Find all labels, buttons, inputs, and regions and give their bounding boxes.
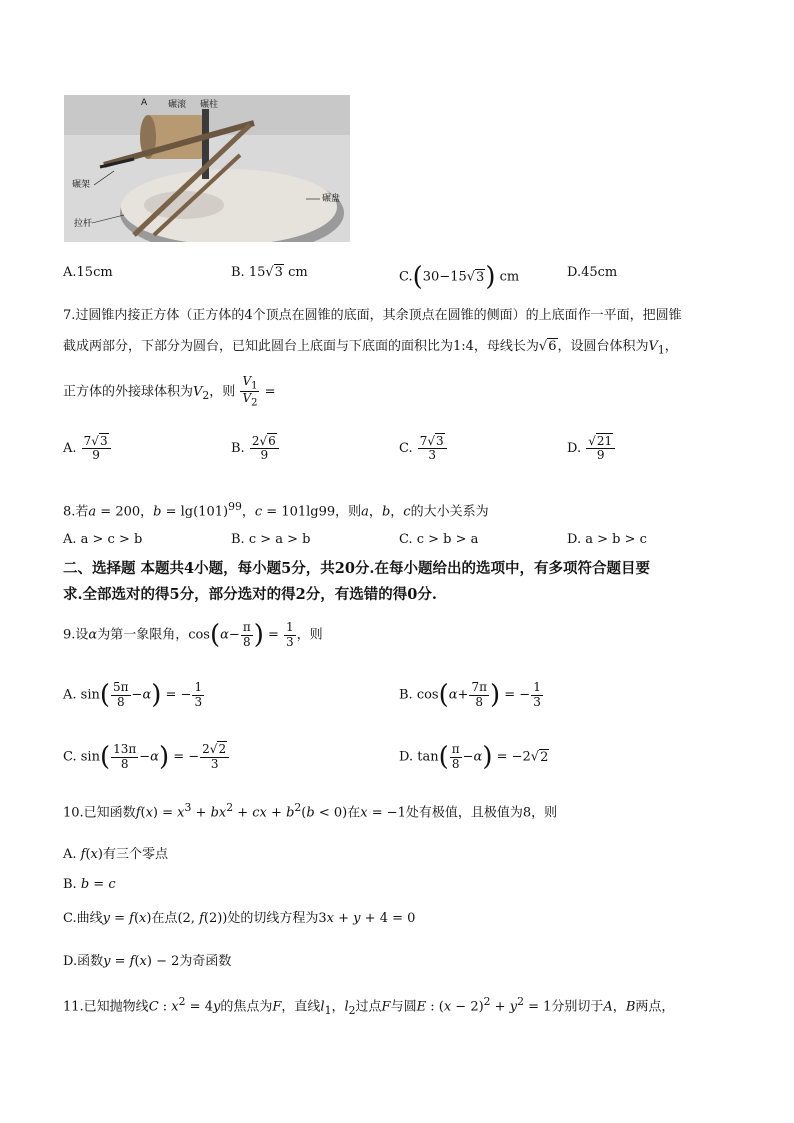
q9-stem: 9.设α为第一象限角，cos(α− $\frac{\pi}{8}$ ) = $\frac{1}{3}$ ，则: [63, 620, 323, 650]
q7-option-d: D. $\frac{√21}{9}$: [567, 435, 616, 462]
q9-option-c: C. sin( $\frac{13\pi}{8}$ −α) = − $\frac{2√2}{3}$: [63, 742, 230, 772]
q10-stem: 10.已知函数$f(x) = x^3 + bx^2$ + cx + $b^2(b < 0)$在x = −1处有极值，且极值为8，则: [63, 801, 558, 821]
q6-option-d: D.45cm: [567, 265, 618, 280]
q10-option-a: A. f(x)有三个零点: [63, 847, 168, 862]
stone-roller-figure: [64, 95, 350, 242]
label-column: 碾柱: [200, 100, 219, 110]
q10-option-d: D.函数y = f(x) − 2为奇函数: [63, 954, 232, 969]
label-roller: 碾滚: [168, 100, 187, 110]
section2-heading-line2: 求.全部选对的得5分，部分选对的得2分，有选错的得0分.: [63, 586, 437, 603]
q9-option-b: B. cos(α+ $\frac{7\pi}{8}$ ) = − $\frac{1}{3}$: [399, 680, 541, 710]
q8-option-c: C. c > b > a: [399, 532, 479, 547]
q10-option-c: C.曲线y = f(x)在点(2, f(2))处的切线方程为3x + y + 4 = 0: [63, 911, 416, 926]
q8-option-b: B. c > a > b: [231, 532, 311, 547]
section2-heading-line1: 二、选择题 本题共4小题，每小题5分，共20分.在每小题给出的选项中，有多项符合题目要: [63, 560, 650, 577]
q9-option-a: A. sin( $\frac{5\pi}{8}$ −α) = − $\frac{1}{3}$: [63, 680, 203, 710]
label-pull-rod: 拉杆: [74, 219, 93, 229]
q10-option-b: B. b = c: [63, 877, 116, 892]
q7-line3: 正方体的外接球体积为$V_2$，则 $\frac{V_1}{V_2}$ =: [63, 374, 276, 409]
q6-option-a: A.15cm: [63, 265, 113, 280]
q7-line2: 截成两部分，下部分为圆台，已知此圆台上底面与下底面的面积比为1:4，母线长为√6，设圆台体积为$V_1$，: [63, 339, 678, 357]
label-millstone: 碾盘: [322, 194, 341, 204]
q9-option-d: D. tan( $\frac{\pi}{8}$ −α) = −2√2: [399, 742, 549, 772]
q7-line1: 7.过圆锥内接正方体（正方体的4个顶点在圆锥的底面，其余顶点在圆锥的侧面）的上底面作一平面，把圆锥: [63, 308, 682, 323]
q8-option-a: A. a > c > b: [63, 532, 143, 547]
q7-option-a: A. $\frac{7√3}{9}$: [63, 435, 112, 462]
q8-stem: 8.若a = 200，$b = \lg(101)^{99}$，c = 101lg99，则a，b，c的大小关系为: [63, 500, 489, 520]
q7-option-b: B. $\frac{2√6}{9}$: [231, 435, 280, 462]
label-a: A: [141, 98, 148, 108]
label-frame: 碾架: [72, 180, 91, 190]
q11-stem: 11.已知抛物线C : $x^2 = 4y$的焦点为F，直线$l_1$，$l_2$过点F与圆E : $(x - 2)^2 + y^2 = 1$分别切于A，B两点，: [63, 995, 675, 1017]
q6-option-c: C.(30−15√3) cm: [399, 262, 520, 292]
q7-option-c: C. $\frac{7√3}{3}$: [399, 435, 448, 462]
q8-option-d: D. a > b > c: [567, 532, 647, 547]
q6-option-b: B. 15√3 cm: [231, 265, 308, 280]
